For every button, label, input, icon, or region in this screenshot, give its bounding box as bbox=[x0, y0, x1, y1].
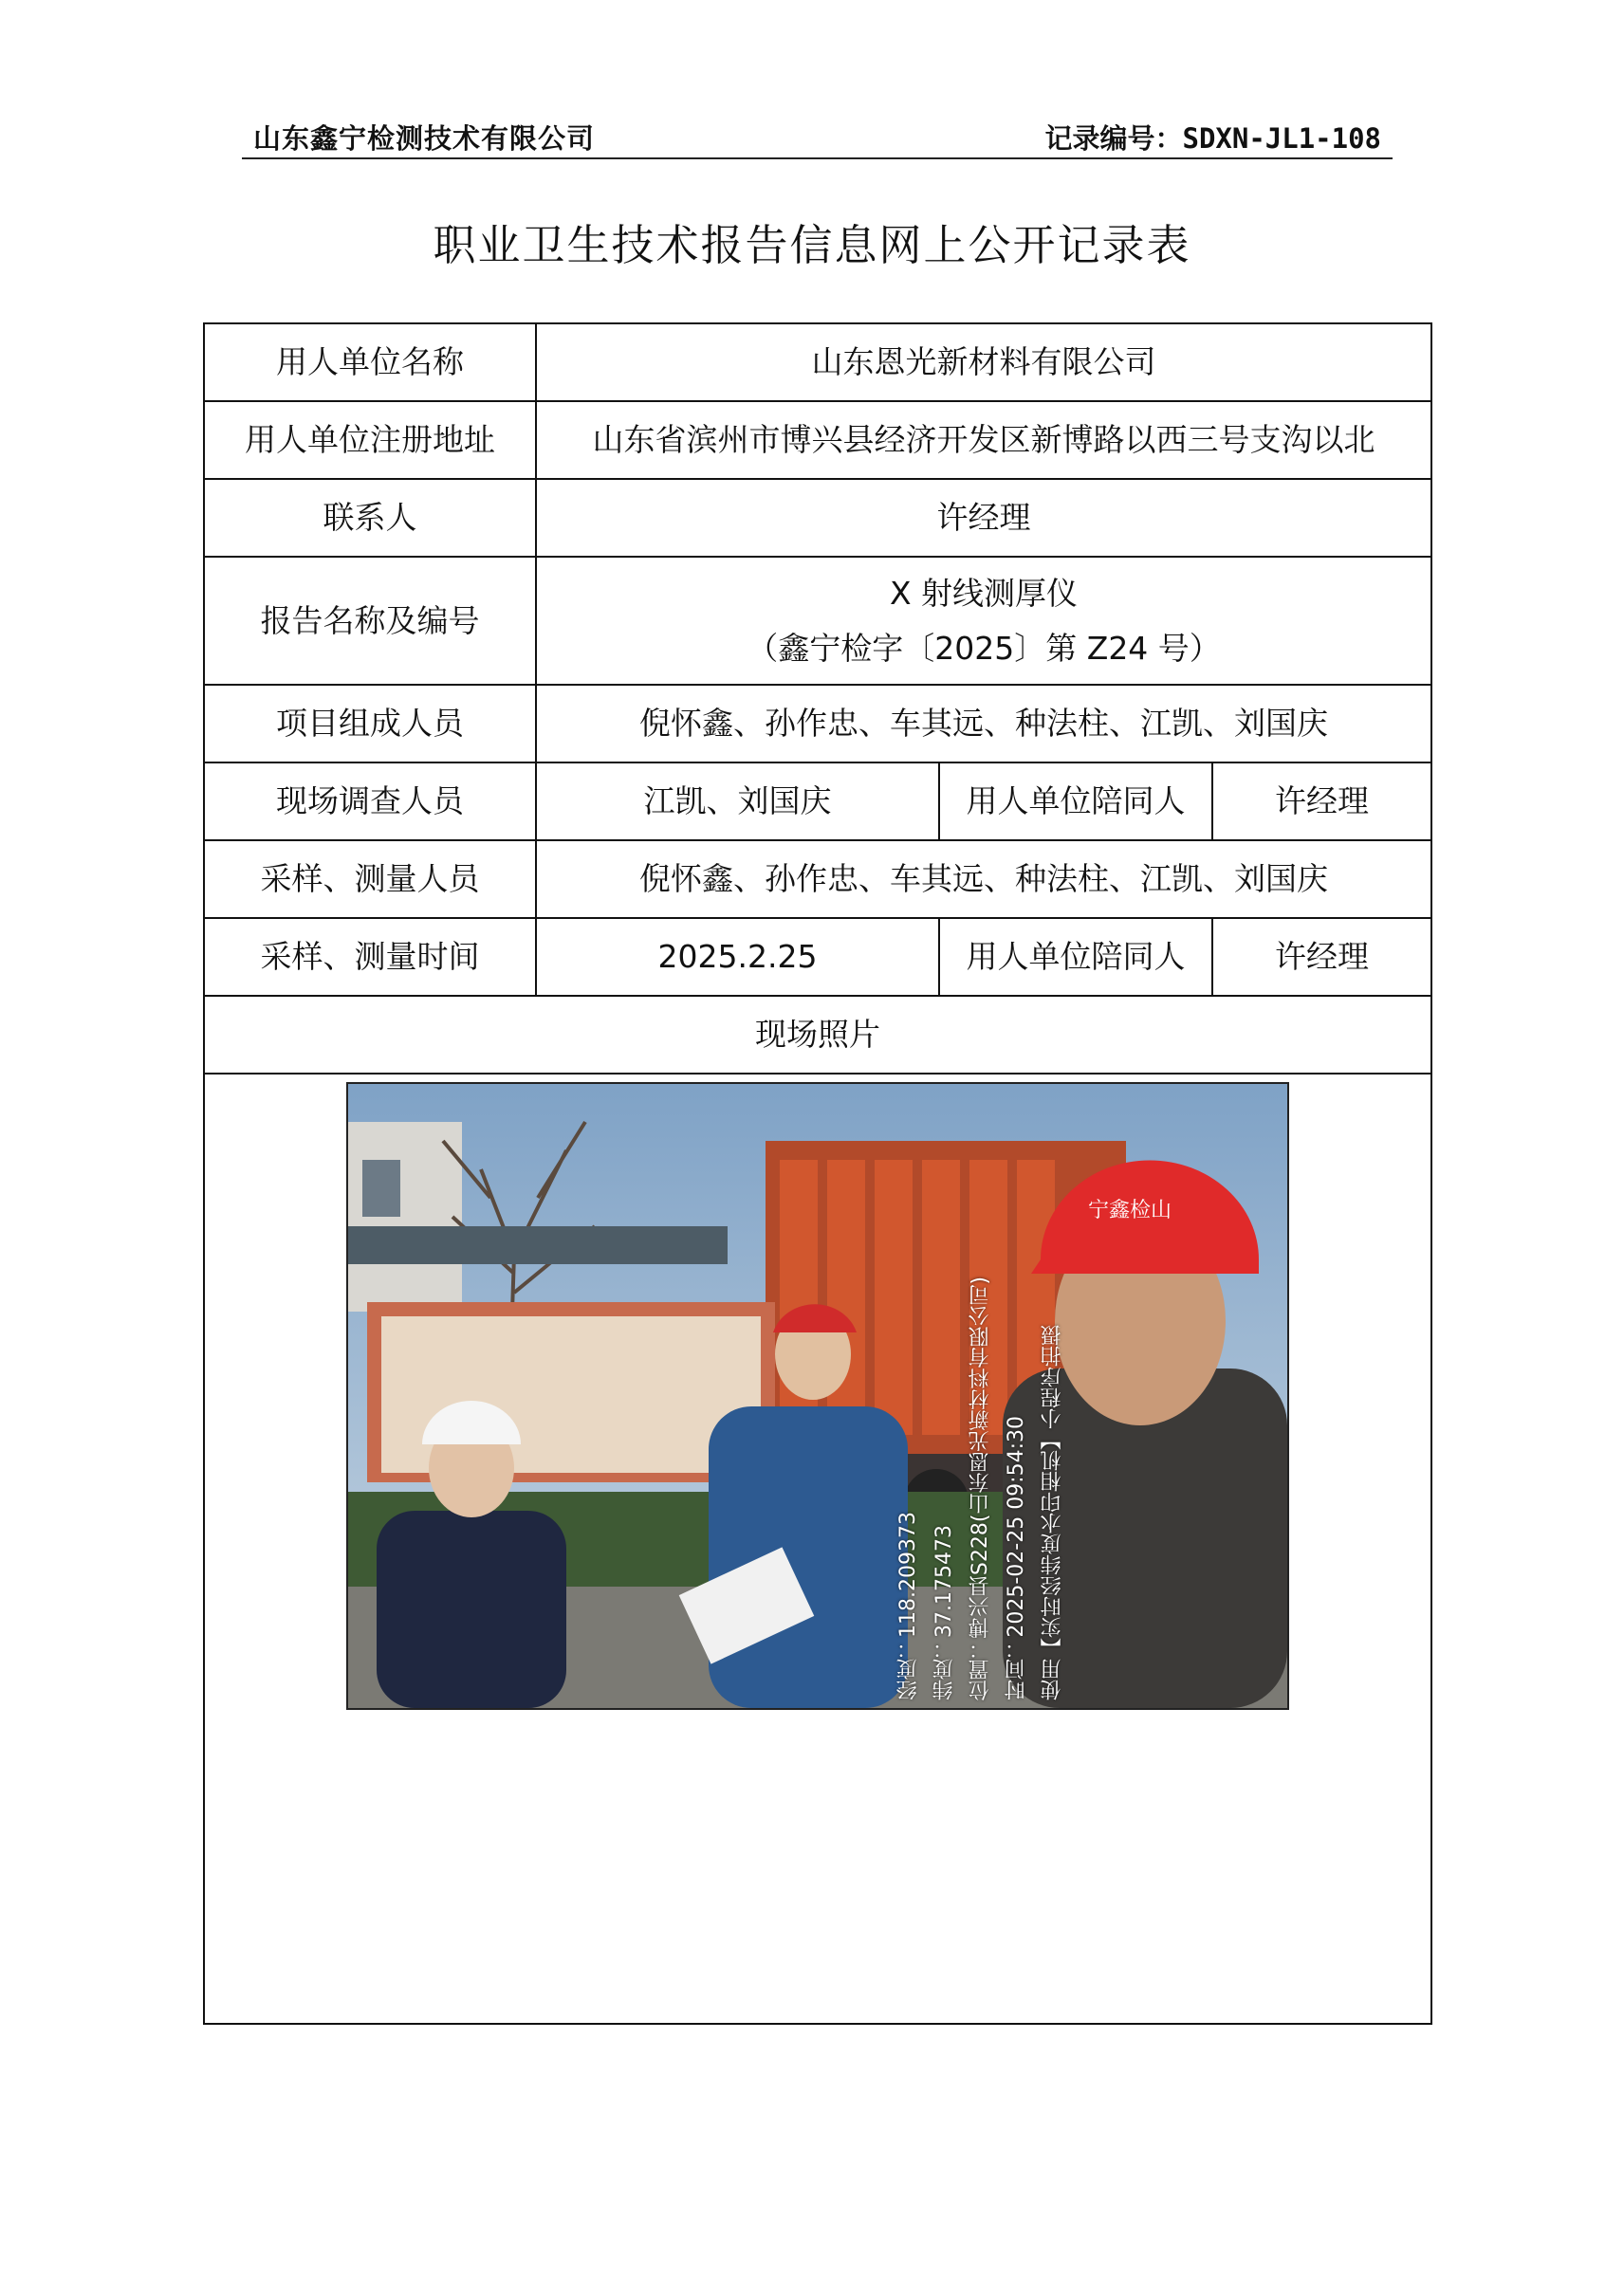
sampling-staff-label: 采样、测量人员 bbox=[204, 840, 536, 918]
sampling-escort-value: 许经理 bbox=[1212, 918, 1431, 996]
row-sampling-time bbox=[204, 918, 1431, 996]
company-name: 山东鑫宁检测技术有限公司 bbox=[253, 122, 596, 155]
report-value bbox=[536, 557, 1431, 685]
team-value: 倪怀鑫、孙作忠、车其远、种法柱、江凯、刘国庆 bbox=[536, 685, 1431, 762]
photo-cell bbox=[204, 1074, 1431, 2024]
watermark-source: 使用【实时经纬度水印相机】小程序拍摄 bbox=[1041, 1325, 1065, 1700]
row-sampling-staff bbox=[204, 840, 1431, 918]
row-team bbox=[204, 685, 1431, 762]
document-title: 职业卫生技术报告信息网上公开记录表 bbox=[433, 220, 1191, 270]
page-header bbox=[242, 112, 1393, 159]
record-number-label: 记录编号： bbox=[1044, 122, 1183, 155]
sampling-time-value: 2025.2.25 bbox=[536, 918, 939, 996]
watermark-time: 时间：2025-02-25 09:54:30 bbox=[1005, 1416, 1029, 1700]
contact-value: 许经理 bbox=[536, 479, 1431, 557]
row-survey bbox=[204, 762, 1431, 840]
row-photo-header bbox=[204, 996, 1431, 1074]
watermark-location: 位置：博兴县S228(山东恩光新材料有限公司) bbox=[969, 1276, 993, 1700]
photo-header: 现场照片 bbox=[204, 996, 1431, 1074]
watermark-longitude: 经度：118.209373 bbox=[896, 1512, 921, 1700]
photo-watermark bbox=[896, 1226, 1238, 1700]
survey-label: 现场调查人员 bbox=[204, 762, 536, 840]
survey-escort-value: 许经理 bbox=[1212, 762, 1431, 840]
team-label: 项目组成人员 bbox=[204, 685, 536, 762]
contact-label: 联系人 bbox=[204, 479, 536, 557]
report-name: X 射线测厚仪 bbox=[889, 574, 1079, 612]
row-employer-name bbox=[204, 323, 1431, 401]
record-number bbox=[1044, 118, 1381, 156]
row-address bbox=[204, 401, 1431, 479]
address-value: 山东省滨州市博兴县经济开发区新博路以西三号支沟以北 bbox=[536, 401, 1431, 479]
address-label: 用人单位注册地址 bbox=[204, 401, 536, 479]
helmet-text: 宁鑫检山 bbox=[1088, 1199, 1172, 1222]
row-photo bbox=[204, 1074, 1431, 2024]
survey-value: 江凯、刘国庆 bbox=[536, 762, 939, 840]
survey-escort-label: 用人单位陪同人 bbox=[939, 762, 1212, 840]
employer-name-label: 用人单位名称 bbox=[204, 323, 536, 401]
employer-name-value: 山东恩光新材料有限公司 bbox=[536, 323, 1431, 401]
site-photo bbox=[346, 1082, 1289, 1710]
row-report bbox=[204, 557, 1431, 685]
sampling-staff-value: 倪怀鑫、孙作忠、车其远、种法柱、江凯、刘国庆 bbox=[536, 840, 1431, 918]
report-number: （鑫宁检字〔2025〕第 Z24 号） bbox=[747, 629, 1221, 667]
sampling-time-label: 采样、测量时间 bbox=[204, 918, 536, 996]
sampling-escort-label: 用人单位陪同人 bbox=[939, 918, 1212, 996]
report-label: 报告名称及编号 bbox=[204, 557, 536, 685]
watermark-latitude: 纬度：37.175473 bbox=[932, 1525, 957, 1700]
row-contact bbox=[204, 479, 1431, 557]
record-number-code: SDXN-JL1-108 bbox=[1182, 122, 1381, 155]
record-table bbox=[203, 322, 1432, 2025]
